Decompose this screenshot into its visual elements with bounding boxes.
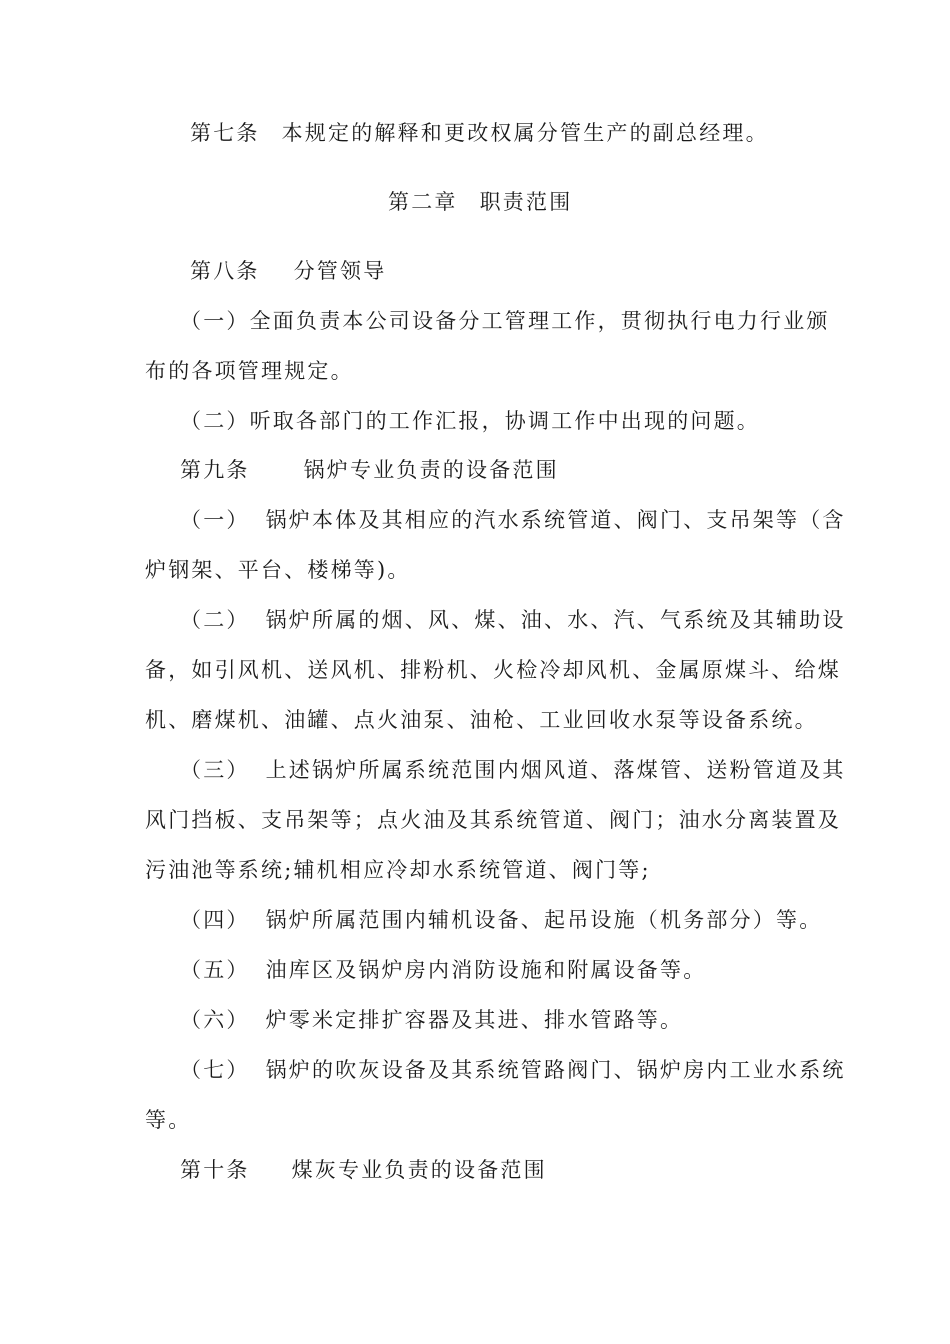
article-9-item-2-line-3: 机、磨煤机、油罐、点火油泵、油枪、工业回收水泵等设备系统。 bbox=[145, 708, 818, 732]
item-text: 上述锅炉所属系统范围内烟风道、落煤管、送粉管道及其 bbox=[265, 758, 846, 782]
article-8-heading bbox=[190, 256, 386, 286]
article-9-title: 锅炉专业负责的设备范围 bbox=[303, 458, 559, 482]
item-number: （六） bbox=[180, 1008, 250, 1032]
article-9-item-6-line-1 bbox=[180, 1005, 683, 1035]
article-10-title: 煤灰专业负责的设备范围 bbox=[291, 1158, 547, 1182]
article-8-label: 第八条 bbox=[190, 259, 260, 283]
item-number: （四） bbox=[180, 908, 250, 932]
article-9-heading bbox=[180, 455, 559, 485]
chapter-2-label: 第二章 bbox=[388, 190, 458, 214]
article-9-item-7-line-2: 等。 bbox=[145, 1108, 192, 1132]
article-9-item-2-line-1 bbox=[180, 605, 846, 635]
chapter-2-heading bbox=[388, 187, 572, 217]
article-9-item-3-line-2: 风门挡板、支吊架等；点火油及其系统管道、阀门；油水分离装置及 bbox=[145, 808, 841, 832]
item-text: 锅炉本体及其相应的汽水系统管道、阀门、支吊架等（含 bbox=[265, 508, 846, 532]
article-7-text: 本规定的解释和更改权属分管生产的副总经理。 bbox=[281, 121, 769, 145]
article-10-label: 第十条 bbox=[180, 1158, 250, 1182]
item-text: 锅炉所属范围内辅机设备、起吊设施（机务部分）等。 bbox=[265, 908, 823, 932]
chapter-2-title: 职责范围 bbox=[479, 190, 573, 214]
article-9-item-3-line-1 bbox=[180, 755, 846, 785]
article-9-item-7-line-1 bbox=[180, 1055, 846, 1085]
article-9-item-1-line-2: 炉钢架、平台、楼梯等)。 bbox=[145, 558, 411, 582]
item-number: （二） bbox=[180, 608, 250, 632]
item-text: 锅炉的吹灰设备及其系统管路阀门、锅炉房内工业水系统 bbox=[265, 1058, 846, 1082]
article-9-item-5-line-1 bbox=[180, 955, 706, 985]
article-10-heading bbox=[180, 1155, 547, 1185]
article-9-item-2-line-2: 备，如引风机、送风机、排粉机、火检冷却风机、金属原煤斗、给煤 bbox=[145, 658, 841, 682]
article-9-item-3-line-3: 污油池等系统;辅机相应冷却水系统管道、阀门等; bbox=[145, 858, 651, 882]
article-8-item-1-line-1: （一）全面负责本公司设备分工管理工作，贯彻执行电力行业颁 bbox=[180, 309, 830, 333]
article-8-item-1-line-2: 布的各项管理规定。 bbox=[145, 359, 354, 383]
article-9-label: 第九条 bbox=[180, 458, 250, 482]
article-8-title: 分管领导 bbox=[293, 259, 387, 283]
item-number: （七） bbox=[180, 1058, 250, 1082]
article-9-item-1-line-1 bbox=[180, 505, 846, 535]
item-number: （一） bbox=[180, 508, 250, 532]
item-text: 油库区及锅炉房内消防设施和附属设备等。 bbox=[265, 958, 707, 982]
article-7 bbox=[190, 118, 769, 148]
article-9-item-4-line-1 bbox=[180, 905, 822, 935]
item-number: （三） bbox=[180, 758, 250, 782]
article-8-item-2-line-1: （二）听取各部门的工作汇报，协调工作中出现的问题。 bbox=[180, 409, 760, 433]
item-text: 锅炉所属的烟、风、煤、油、水、汽、气系统及其辅助设 bbox=[265, 608, 846, 632]
article-7-label: 第七条 bbox=[190, 121, 260, 145]
item-number: （五） bbox=[180, 958, 250, 982]
item-text: 炉零米定排扩容器及其进、排水管路等。 bbox=[265, 1008, 684, 1032]
